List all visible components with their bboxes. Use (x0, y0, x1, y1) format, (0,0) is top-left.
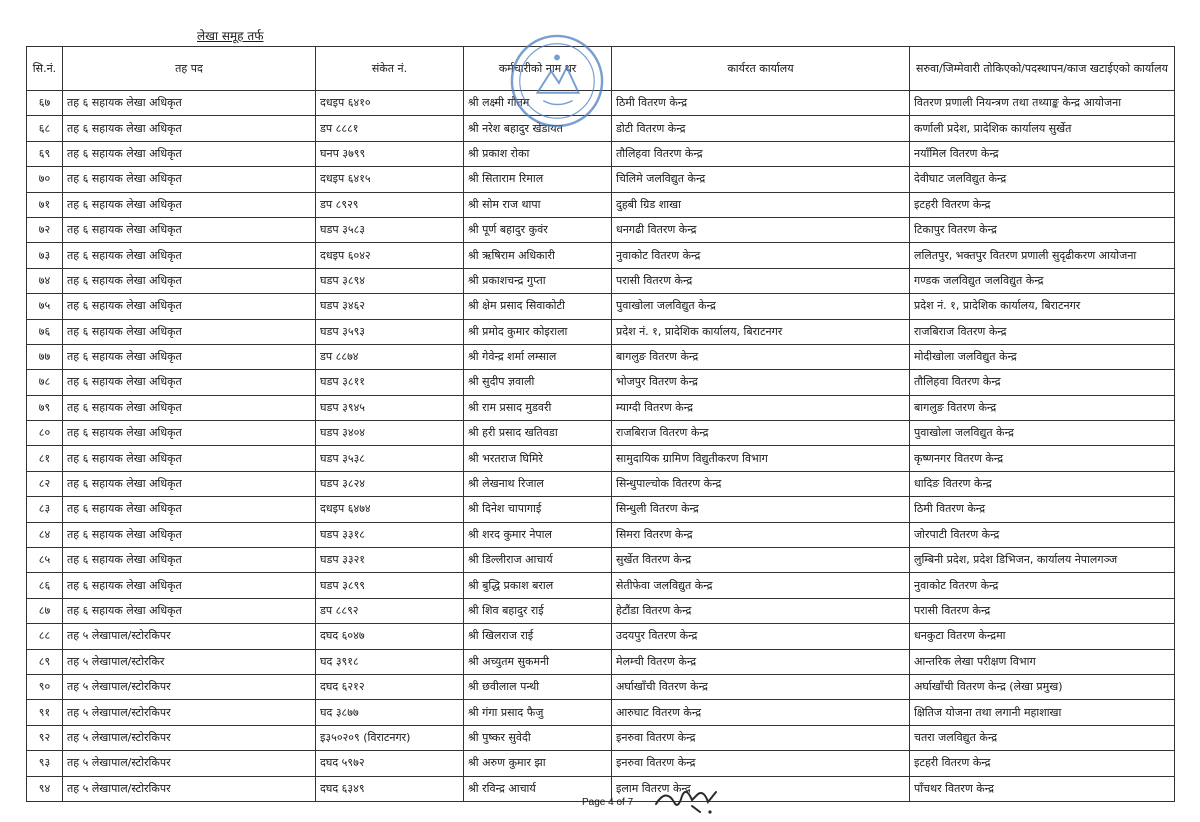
cell-transfer: देवीघाट जलविद्युत केन्द्र (910, 167, 1175, 192)
cell-level: तह ६ सहायक लेखा अधिकृत (63, 217, 316, 242)
cell-name: श्री दिनेश चापागाई (464, 497, 612, 522)
table-row (27, 243, 1175, 268)
cell-transfer: प्रदेश नं. १, प्रादेशिक कार्यालय, बिराटनगर (910, 294, 1175, 319)
cell-code: दधइप ६४७४ (316, 497, 464, 522)
header-office: कार्यरत कार्यालय (612, 47, 910, 91)
cell-level: तह ६ सहायक लेखा अधिकृत (63, 167, 316, 192)
table-row (27, 141, 1175, 166)
cell-transfer: नुवाकोट वितरण केन्द्र (910, 573, 1175, 598)
signature-mark (652, 784, 724, 818)
staff-transfer-table (26, 46, 1175, 802)
cell-name: श्री प्रमोद कुमार कोइराला (464, 319, 612, 344)
cell-name: श्री प्रकाशचन्द्र गुप्ता (464, 268, 612, 293)
table-row (27, 674, 1175, 699)
cell-transfer: कृष्णनगर वितरण केन्द्र (910, 446, 1175, 471)
cell-code: घनप ३७९९ (316, 141, 464, 166)
cell-name: श्री हरी प्रसाद खतिवडा (464, 421, 612, 446)
cell-sn: ७० (27, 167, 63, 192)
cell-name: श्री शिव बहादुर राई (464, 598, 612, 623)
cell-sn: ८० (27, 421, 63, 446)
cell-transfer: नयाँमिल वितरण केन्द्र (910, 141, 1175, 166)
cell-level: तह ६ सहायक लेखा अधिकृत (63, 497, 316, 522)
cell-sn: ९० (27, 674, 63, 699)
table-row (27, 192, 1175, 217)
cell-transfer: पुवाखोला जलविद्युत केन्द्र (910, 421, 1175, 446)
cell-transfer: कर्णाली प्रदेश, प्रादेशिक कार्यालय सुर्खेत (910, 116, 1175, 141)
cell-office: इलाम वितरण केन्द्र (612, 776, 910, 801)
table-row (27, 294, 1175, 319)
cell-code: घडप ३८९९ (316, 573, 464, 598)
cell-transfer: पाँचथर वितरण केन्द्र (910, 776, 1175, 801)
cell-name: श्री पूर्ण बहादुर कुवंर (464, 217, 612, 242)
cell-sn: ७६ (27, 319, 63, 344)
cell-office: अर्घाखाँची वितरण केन्द्र (612, 674, 910, 699)
cell-name: श्री छवीलाल पन्थी (464, 674, 612, 699)
header-sn: सि.नं. (27, 47, 63, 91)
cell-transfer: धादिङ वितरण केन्द्र (910, 471, 1175, 496)
cell-level: तह ६ सहायक लेखा अधिकृत (63, 319, 316, 344)
cell-level: तह ६ सहायक लेखा अधिकृत (63, 370, 316, 395)
cell-code: डप ८८७४ (316, 344, 464, 369)
cell-code: घडप ३८२४ (316, 471, 464, 496)
table-row (27, 116, 1175, 141)
cell-sn: ७५ (27, 294, 63, 319)
cell-sn: ९४ (27, 776, 63, 801)
cell-office: आरुघाट वितरण केन्द्र (612, 700, 910, 725)
cell-sn: ७३ (27, 243, 63, 268)
cell-transfer: आन्तरिक लेखा परीक्षण विभाग (910, 649, 1175, 674)
cell-code: घडप ३४०४ (316, 421, 464, 446)
cell-level: तह ६ सहायक लेखा अधिकृत (63, 395, 316, 420)
cell-level: तह ६ सहायक लेखा अधिकृत (63, 421, 316, 446)
cell-name: श्री ऋषिराम अधिकारी (464, 243, 612, 268)
cell-transfer: मोदीखोला जलविद्युत केन्द्र (910, 344, 1175, 369)
cell-transfer: ललितपुर, भक्तपुर वितरण प्रणाली सुदृढीकरण आयोजना (910, 243, 1175, 268)
cell-name: श्री अच्युतम सुकमनी (464, 649, 612, 674)
cell-transfer: वितरण प्रणाली नियन्त्रण तथा तथ्याङ्क केन्द्र आयोजना (910, 91, 1175, 116)
table-row (27, 91, 1175, 116)
cell-sn: ७७ (27, 344, 63, 369)
cell-level: तह ५ लेखापाल/स्टोरकिपर (63, 624, 316, 649)
cell-code: घद ३८७७ (316, 700, 464, 725)
cell-code: दघद ६२१२ (316, 674, 464, 699)
cell-transfer: ठिमी वितरण केन्द्र (910, 497, 1175, 522)
cell-code: घडप ३५८३ (316, 217, 464, 242)
cell-level: तह ५ लेखापाल/स्टोरकिर (63, 649, 316, 674)
cell-sn: ८१ (27, 446, 63, 471)
cell-sn: ८३ (27, 497, 63, 522)
cell-sn: ८७ (27, 598, 63, 623)
table-row (27, 370, 1175, 395)
table-row (27, 522, 1175, 547)
cell-code: डप ८९२९ (316, 192, 464, 217)
cell-name: श्री सुदीप ज्ञवाली (464, 370, 612, 395)
cell-office: बागलुङ वितरण केन्द्र (612, 344, 910, 369)
cell-name: श्री लेखनाथ रिजाल (464, 471, 612, 496)
cell-sn: ६८ (27, 116, 63, 141)
cell-office: तौलिहवा वितरण केन्द्र (612, 141, 910, 166)
cell-name: श्री अरुण कुमार झा (464, 751, 612, 776)
cell-office: राजबिराज वितरण केन्द्र (612, 421, 910, 446)
cell-level: तह ६ सहायक लेखा अधिकृत (63, 268, 316, 293)
cell-code: घडप ३५९३ (316, 319, 464, 344)
table-row (27, 751, 1175, 776)
cell-sn: ८८ (27, 624, 63, 649)
cell-transfer: चतरा जलविद्युत केन्द्र (910, 725, 1175, 750)
cell-code: दघद ६३४९ (316, 776, 464, 801)
cell-name: श्री खिलराज राई (464, 624, 612, 649)
cell-name: श्री नरेश बहादुर खेडायत (464, 116, 612, 141)
cell-level: तह ६ सहायक लेखा अधिकृत (63, 471, 316, 496)
cell-sn: ७८ (27, 370, 63, 395)
cell-transfer: राजबिराज वितरण केन्द्र (910, 319, 1175, 344)
cell-office: हेटौंडा वितरण केन्द्र (612, 598, 910, 623)
cell-name: श्री रविन्द्र आचार्य (464, 776, 612, 801)
cell-transfer: धनकुटा वितरण केन्द्रमा (910, 624, 1175, 649)
table-row (27, 446, 1175, 471)
cell-office: परासी वितरण केन्द्र (612, 268, 910, 293)
cell-level: तह ५ लेखापाल/स्टोरकिपर (63, 700, 316, 725)
cell-level: तह ६ सहायक लेखा अधिकृत (63, 116, 316, 141)
table-row (27, 548, 1175, 573)
cell-level: तह ६ सहायक लेखा अधिकृत (63, 243, 316, 268)
cell-transfer: गण्डक जलविद्युत जलविद्युत केन्द्र (910, 268, 1175, 293)
cell-name: श्री सोम राज थापा (464, 192, 612, 217)
cell-office: चिलिमे जलविद्युत केन्द्र (612, 167, 910, 192)
cell-transfer: परासी वितरण केन्द्र (910, 598, 1175, 623)
table-row (27, 624, 1175, 649)
cell-code: दधइप ६४१५ (316, 167, 464, 192)
cell-name: श्री लक्ष्मी गौतम (464, 91, 612, 116)
cell-sn: ६७ (27, 91, 63, 116)
cell-office: सिमरा वितरण केन्द्र (612, 522, 910, 547)
cell-office: सामुदायिक ग्रामिण विद्युतीकरण विभाग (612, 446, 910, 471)
cell-transfer: इटहरी वितरण केन्द्र (910, 751, 1175, 776)
cell-level: तह ६ सहायक लेखा अधिकृत (63, 573, 316, 598)
cell-transfer: बागलुङ वितरण केन्द्र (910, 395, 1175, 420)
cell-transfer: लुम्बिनी प्रदेश, प्रदेश डिभिजन, कार्यालय नेपालगञ्ज (910, 548, 1175, 573)
cell-level: तह ६ सहायक लेखा अधिकृत (63, 344, 316, 369)
cell-sn: ९३ (27, 751, 63, 776)
cell-name: श्री गेवेन्द्र शर्मा लम्साल (464, 344, 612, 369)
cell-level: तह ६ सहायक लेखा अधिकृत (63, 598, 316, 623)
table-row (27, 395, 1175, 420)
cell-code: दघद ६०४७ (316, 624, 464, 649)
table-row (27, 167, 1175, 192)
cell-office: सुर्खेत वितरण केन्द्र (612, 548, 910, 573)
cell-code: दघद ५९७२ (316, 751, 464, 776)
cell-name: श्री गंगा प्रसाद फैजु (464, 700, 612, 725)
cell-transfer: तौलिहवा वितरण केन्द्र (910, 370, 1175, 395)
cell-level: तह ६ सहायक लेखा अधिकृत (63, 294, 316, 319)
cell-sn: ८५ (27, 548, 63, 573)
cell-sn: ८४ (27, 522, 63, 547)
cell-transfer: क्षितिज योजना तथा लगानी महाशाखा (910, 700, 1175, 725)
cell-level: तह ६ सहायक लेखा अधिकृत (63, 446, 316, 471)
table-row (27, 319, 1175, 344)
cell-code: घडप ३८९४ (316, 268, 464, 293)
cell-sn: ८६ (27, 573, 63, 598)
cell-name: श्री पुष्कर सुवेदी (464, 725, 612, 750)
cell-office: सिन्धुली वितरण केन्द्र (612, 497, 910, 522)
cell-name: श्री भरतराज घिमिरे (464, 446, 612, 471)
cell-code: दधइप ६४१० (316, 91, 464, 116)
table-row (27, 344, 1175, 369)
header-level: तह पद (63, 47, 316, 91)
table-row (27, 725, 1175, 750)
cell-name: श्री बुद्धि प्रकाश बराल (464, 573, 612, 598)
table-header (27, 47, 1175, 91)
cell-code: घडप ३९४५ (316, 395, 464, 420)
cell-sn: ९१ (27, 700, 63, 725)
cell-office: इनरुवा वितरण केन्द्र (612, 725, 910, 750)
cell-office: प्रदेश नं. १, प्रादेशिक कार्यालय, बिराटनगर (612, 319, 910, 344)
cell-office: डोटी वितरण केन्द्र (612, 116, 910, 141)
table-row (27, 268, 1175, 293)
cell-office: मेलम्ची वितरण केन्द्र (612, 649, 910, 674)
cell-sn: ७१ (27, 192, 63, 217)
cell-code: घडप ३५३८ (316, 446, 464, 471)
cell-code: घडप ३३१८ (316, 522, 464, 547)
cell-name: श्री प्रकाश रोका (464, 141, 612, 166)
cell-office: नुवाकोट वितरण केन्द्र (612, 243, 910, 268)
table-row (27, 649, 1175, 674)
table-row (27, 497, 1175, 522)
cell-transfer: टिकापुर वितरण केन्द्र (910, 217, 1175, 242)
cell-sn: ७२ (27, 217, 63, 242)
header-code: संकेत नं. (316, 47, 464, 91)
cell-level: तह ६ सहायक लेखा अधिकृत (63, 522, 316, 547)
cell-sn: ८२ (27, 471, 63, 496)
cell-sn: ६९ (27, 141, 63, 166)
cell-name: श्री डिल्लीराज आचार्य (464, 548, 612, 573)
cell-code: दधइप ६०४२ (316, 243, 464, 268)
cell-office: उदयपुर वितरण केन्द्र (612, 624, 910, 649)
cell-sn: ८९ (27, 649, 63, 674)
table-row (27, 471, 1175, 496)
cell-level: तह ६ सहायक लेखा अधिकृत (63, 141, 316, 166)
table-row (27, 700, 1175, 725)
cell-office: इनरुवा वितरण केन्द्र (612, 751, 910, 776)
cell-code: इ३५०२०९ (विराटनगर) (316, 725, 464, 750)
cell-transfer: जोरपाटी वितरण केन्द्र (910, 522, 1175, 547)
cell-code: घडप ३३२१ (316, 548, 464, 573)
cell-office: भोजपुर वितरण केन्द्र (612, 370, 910, 395)
table-row (27, 217, 1175, 242)
table-row (27, 421, 1175, 446)
cell-office: सेतीफेवा जलविद्युत केन्द्र (612, 573, 910, 598)
cell-code: डप ८८८१ (316, 116, 464, 141)
cell-code: घद ३९१८ (316, 649, 464, 674)
cell-name: श्री राम प्रसाद मुडवरी (464, 395, 612, 420)
cell-office: धनगढी वितरण केन्द्र (612, 217, 910, 242)
cell-transfer: अर्घाखाँची वितरण केन्द्र (लेखा प्रमुख) (910, 674, 1175, 699)
cell-sn: ७४ (27, 268, 63, 293)
cell-level: तह ५ लेखापाल/स्टोरकिपर (63, 751, 316, 776)
header-name: कर्मचारीको नाम थर (464, 47, 612, 91)
cell-sn: ९२ (27, 725, 63, 750)
cell-level: तह ६ सहायक लेखा अधिकृत (63, 548, 316, 573)
cell-level: तह ५ लेखापाल/स्टोरकिपर (63, 725, 316, 750)
cell-level: तह ६ सहायक लेखा अधिकृत (63, 192, 316, 217)
cell-office: ठिमी वितरण केन्द्र (612, 91, 910, 116)
cell-name: श्री क्षेम प्रसाद सिवाकोटी (464, 294, 612, 319)
page-number: Page 4 of 7 (582, 797, 634, 808)
cell-sn: ७९ (27, 395, 63, 420)
table-row (27, 598, 1175, 623)
cell-code: डप ८८९२ (316, 598, 464, 623)
cell-office: म्याग्दी वितरण केन्द्र (612, 395, 910, 420)
header-transfer: सरुवा/जिम्मेवारी तोकिएको/पदस्थापन/काज खटाईएको कार्यालय (910, 47, 1175, 91)
cell-name: श्री शरद कुमार नेपाल (464, 522, 612, 547)
cell-name: श्री सिताराम रिमाल (464, 167, 612, 192)
section-title: लेखा समूह तर्फ (197, 29, 264, 43)
cell-code: घडप ३८११ (316, 370, 464, 395)
cell-office: सिन्धुपाल्चोक वितरण केन्द्र (612, 471, 910, 496)
cell-code: घडप ३४६२ (316, 294, 464, 319)
table-body (27, 91, 1175, 802)
cell-level: तह ५ लेखापाल/स्टोरकिपर (63, 674, 316, 699)
cell-office: दुहबी ग्रिड शाखा (612, 192, 910, 217)
cell-office: पुवाखोला जलविद्युत केन्द्र (612, 294, 910, 319)
cell-transfer: इटहरी वितरण केन्द्र (910, 192, 1175, 217)
cell-level: तह ५ लेखापाल/स्टोरकिपर (63, 776, 316, 801)
cell-level: तह ६ सहायक लेखा अधिकृत (63, 91, 316, 116)
table-row (27, 573, 1175, 598)
